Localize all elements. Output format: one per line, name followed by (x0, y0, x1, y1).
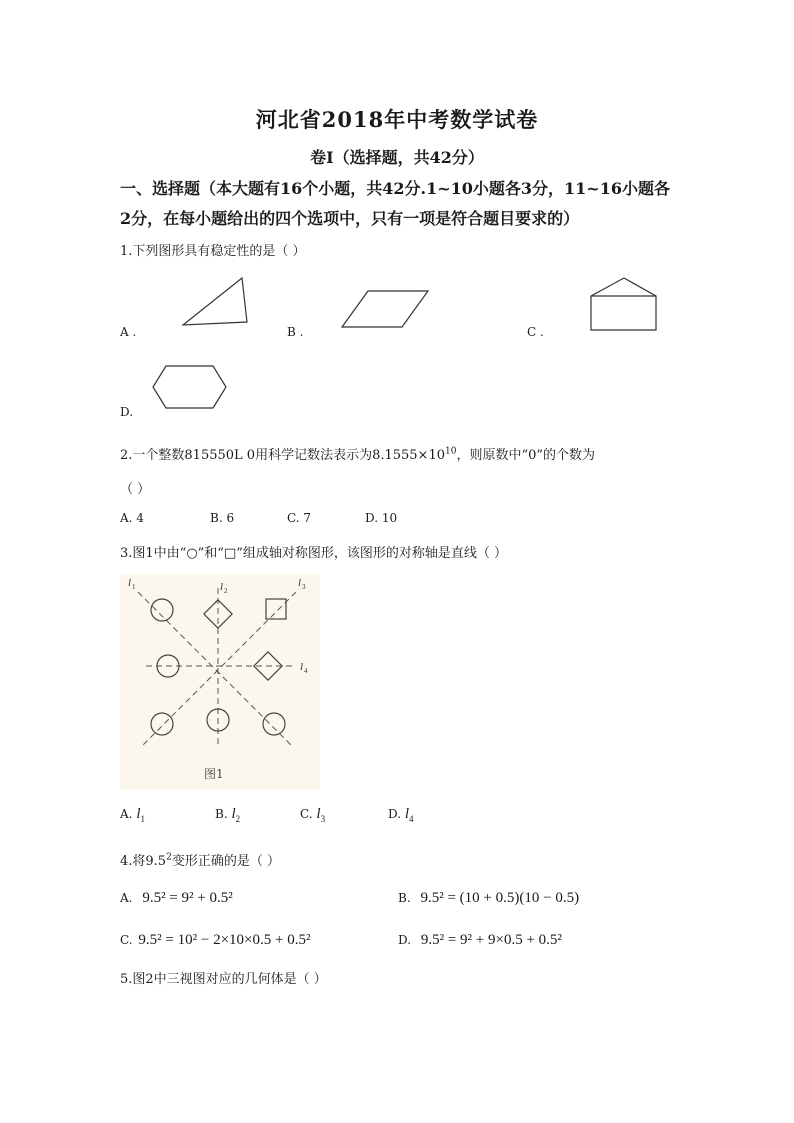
svg-text:l: l (128, 577, 132, 589)
question-1-stem: 1.下列图形具有稳定性的是（ ） (120, 244, 306, 259)
page-title: 河北省2018年中考数学试卷 (255, 107, 539, 132)
question-5-stem: 5.图2中三视图对应的几何体是（ ） (120, 972, 327, 987)
pentagon-house-icon (588, 276, 660, 332)
q4-option-c (120, 932, 310, 949)
q3-option-d-label: D. (388, 807, 402, 821)
q4-option-d-expr: 9.5² = 9² + 9×0.5 + 0.5² (420, 932, 562, 948)
q4-exponent: 2 (166, 852, 172, 863)
q4-option-b-expr: 9.5² = (10 + 0.5)(10 − 0.5) (420, 890, 580, 906)
q2-option-b: B. 6 (210, 511, 235, 525)
q4-option-a-label: A. (120, 891, 133, 905)
question-2-stem (120, 444, 595, 463)
figure-1-caption: 图1 (204, 767, 224, 781)
symmetry-figure-diagram (120, 574, 320, 789)
section-instructions-line2: 2分，在每小题给出的四个选项中，只有一项是符合题目要求的） (120, 209, 580, 228)
q1-option-b-label: B . (287, 325, 304, 339)
triangle-icon (180, 275, 252, 330)
q3-option-d-var: l (404, 806, 410, 822)
q3-option-c-sub: 3 (320, 814, 326, 824)
svg-text:3: 3 (302, 583, 306, 591)
question-3-stem: 3.图1中由“○”和“□”组成轴对称图形，该图形的对称轴是直线（ ） (120, 546, 508, 561)
hexagon-icon (150, 364, 230, 410)
q4-option-a (120, 890, 233, 907)
q4-stem-text: 4.将9.5 (120, 854, 167, 869)
q3-option-b (215, 806, 240, 824)
q2-stem-text: 2.一个整数815550L 0用科学记数法表示为8.1555×10 (120, 448, 445, 463)
q3-option-a (120, 806, 145, 824)
q1-option-c-label: C . (527, 325, 544, 339)
q3-option-c (300, 806, 325, 824)
svg-text:l: l (300, 661, 304, 673)
svg-text:4: 4 (304, 667, 308, 675)
figure-1 (120, 574, 320, 789)
question-4-stem (120, 850, 280, 869)
q4-option-c-label: C. (120, 933, 133, 947)
q3-option-c-var: l (316, 806, 321, 822)
q3-option-a-var: l (136, 806, 141, 822)
q3-option-b-label: B. (215, 807, 228, 821)
svg-text:2: 2 (224, 587, 228, 595)
q2-stem-tail: ，则原数中“0”的个数为 (456, 448, 596, 463)
question-2-stem-line2: （ ） (120, 482, 151, 497)
q4-option-a-expr: 9.5² = 9² + 0.5² (142, 890, 233, 906)
q3-option-b-var: l (231, 806, 236, 822)
q3-option-d (388, 806, 414, 824)
section-subtitle: 卷Ⅰ（选择题，共42分） (310, 148, 484, 167)
q3-option-b-sub: 2 (235, 814, 241, 824)
svg-text:1: 1 (132, 583, 136, 591)
q4-option-c-expr: 9.5² = 10² − 2×10×0.5 + 0.5² (138, 932, 311, 948)
q2-option-c: C. 7 (287, 511, 312, 525)
q4-stem-tail: 变形正确的是（ ） (171, 854, 280, 869)
q4-option-d-label: D. (398, 933, 412, 947)
section-instructions-line1: 一、选择题（本大题有16个小题，共42分.1~10小题各3分，11~16小题各 (120, 179, 670, 198)
q2-exponent: 10 (445, 446, 457, 457)
q3-option-a-sub: 1 (140, 814, 145, 824)
q1-option-a-label: A . (120, 325, 137, 339)
q2-option-d: D. 10 (365, 511, 398, 525)
parallelogram-icon (340, 288, 432, 330)
q3-option-a-label: A. (120, 807, 133, 821)
svg-text:l: l (298, 577, 302, 589)
q3-option-d-sub: 4 (409, 814, 414, 824)
q4-option-b (398, 890, 579, 907)
q4-option-d (398, 932, 562, 949)
q2-option-a: A. 4 (120, 511, 144, 525)
svg-text:l: l (220, 581, 224, 593)
q3-option-c-label: C. (300, 807, 313, 821)
q1-option-d-label: D. (120, 405, 134, 419)
q4-option-b-label: B. (398, 891, 411, 905)
